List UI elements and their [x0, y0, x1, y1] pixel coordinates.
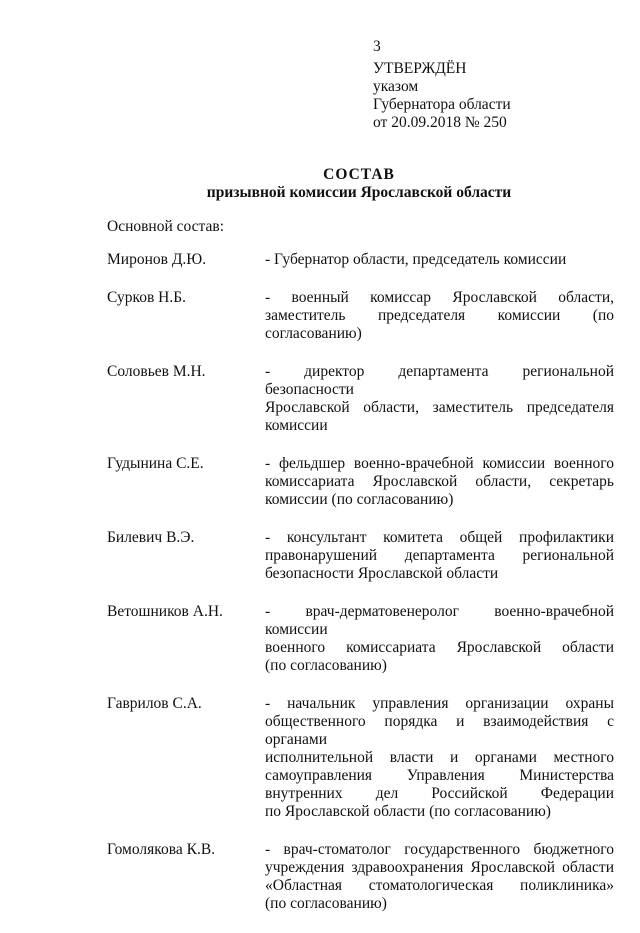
role-line: по Ярославской области (по согласованию) — [265, 803, 551, 820]
member-name: Миронов Д.Ю. — [107, 251, 207, 268]
member-name: Ветошников А.Н. — [107, 603, 223, 620]
member-name: Гомолякова К.В. — [107, 841, 216, 858]
title-line-1: СОСТАВ — [323, 166, 395, 183]
member-role — [265, 289, 614, 343]
role-line: - консультант комитета общей профилактики — [265, 529, 614, 546]
member-role — [265, 695, 614, 821]
member-name: Гаврилов С.А. — [107, 695, 202, 712]
role-line: (по согласованию) — [265, 657, 387, 674]
role-line: - врач-дерматовенеролог военно-врачебной комиссии — [265, 603, 614, 638]
member-role — [265, 603, 614, 675]
approval-stamp — [373, 60, 511, 132]
member-row — [107, 363, 614, 435]
role-line: «Областная стоматологическая поликлиника» — [265, 877, 614, 894]
member-row — [107, 529, 614, 583]
approval-line: указом — [373, 78, 419, 95]
member-row — [107, 695, 614, 821]
role-line: комиссариата Ярославской области, секретарь — [265, 473, 614, 490]
section-label: Основной состав: — [107, 218, 225, 235]
role-line: - фельдшер военно-врачебной комиссии военного — [265, 455, 614, 472]
role-line: безопасности Ярославской области — [265, 565, 499, 582]
role-line: заместитель председателя комиссии (по — [265, 307, 614, 324]
role-line: комиссии — [265, 417, 328, 434]
document-title — [0, 166, 640, 202]
role-line: - врач-стоматолог государственного бюджетного — [265, 841, 614, 858]
page-number: 3 — [373, 38, 381, 55]
approval-line: от 20.09.2018 № 250 — [373, 114, 507, 131]
role-line: - директор департамента региональной безопасности — [265, 363, 614, 398]
role-line: - военный комиссар Ярославской области, — [265, 289, 614, 306]
member-role — [265, 841, 614, 913]
member-role — [265, 529, 614, 583]
members-list — [107, 251, 614, 933]
member-name: Сурков Н.Б. — [107, 289, 186, 306]
role-line: комиссии (по согласованию) — [265, 491, 454, 508]
member-name: Гудынина С.Е. — [107, 455, 204, 472]
member-row — [107, 603, 614, 675]
approval-line: Губернатора области — [373, 96, 511, 113]
member-row — [107, 841, 614, 913]
role-line: исполнительной власти и органами местного — [265, 749, 614, 766]
role-line: - начальник управления организации охраны — [265, 695, 614, 712]
role-line: общественного порядка и взаимодействия с органами — [265, 713, 614, 748]
member-role — [265, 251, 614, 269]
approval-line: УТВЕРЖДЁН — [373, 60, 467, 77]
role-line: (по согласованию) — [265, 895, 387, 912]
member-name: Билевич В.Э. — [107, 529, 195, 546]
member-row — [107, 455, 614, 509]
role-line: самоуправления Управления Министерства — [265, 767, 614, 784]
member-role — [265, 455, 614, 509]
member-row — [107, 251, 614, 269]
role-line: внутренних дел Российской Федерации — [265, 785, 614, 802]
role-line: учреждения здравоохранения Ярославской области — [265, 859, 614, 876]
role-line: Ярославской области, заместитель председателя — [265, 399, 614, 416]
title-line-2: призывной комиссии Ярославской области — [206, 184, 512, 201]
role-line: военного комиссариата Ярославской области — [265, 639, 614, 656]
member-row — [107, 289, 614, 343]
role-line: правонарушений департамента региональной — [265, 547, 614, 564]
member-name: Соловьев М.Н. — [107, 363, 206, 380]
member-role — [265, 363, 614, 435]
role-line: согласованию) — [265, 325, 362, 342]
role-line: - Губернатор области, председатель комиссии — [265, 251, 567, 268]
